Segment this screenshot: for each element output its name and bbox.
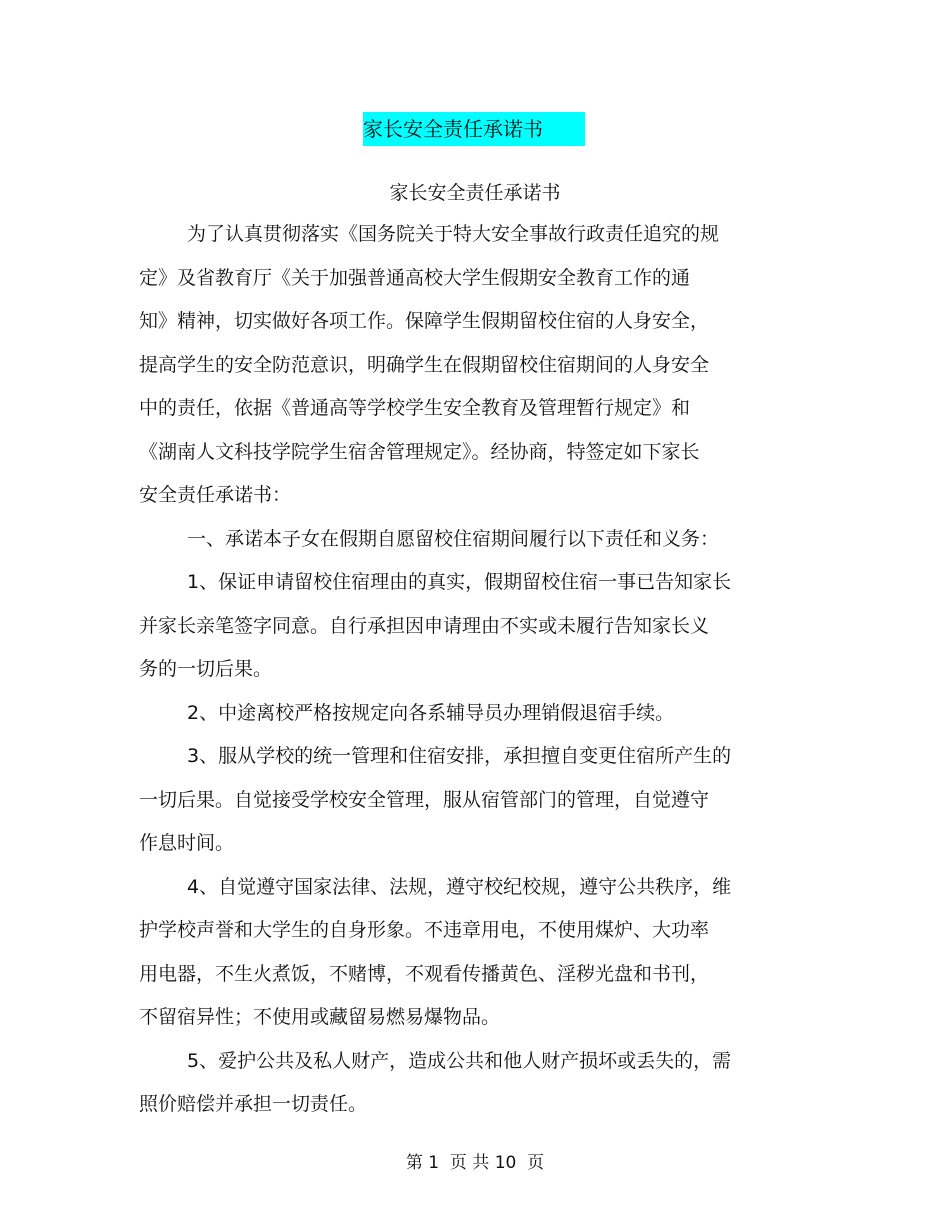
body-line: 一、承诺本子女在假期自愿留校住宿期间履行以下责任和义务： — [187, 527, 720, 550]
body-line: 提高学生的安全防范意识，明确学生在假期留校住宿期间的人身安全 — [139, 353, 710, 376]
body-line: 定》及省教育厅《关于加强普通高校大学生假期安全教育工作的通 — [139, 266, 691, 289]
body-line: 护学校声誉和大学生的自身形象。不违章用电，不使用煤炉、大功率 — [139, 919, 710, 941]
page-footer: 第 1 页 共 10 页 — [405, 1153, 545, 1173]
body-line: 5、爱护公共及私人财产，造成公共和他人财产损坏或丢失的，需 — [187, 1049, 732, 1072]
highlighted-header-title: 家长安全责任承诺书 — [363, 112, 585, 146]
body-line: 并家长亲笔签字同意。自行承担因申请理由不实或未履行告知家长义 — [139, 614, 710, 637]
document-body — [139, 213, 779, 1127]
body-line: 2、中途离校严格按规定向各系辅导员办理销假退宿手续。 — [187, 701, 675, 724]
body-line: 中的责任，依据《普通高等学校学生安全教育及管理暂行规定》和 — [139, 397, 691, 419]
body-line: 为了认真贯彻落实《国务院关于特大安全事故行政责任追究的规 — [187, 223, 720, 245]
body-line: 照价赔偿并承担一切责任。 — [139, 1093, 368, 1115]
body-line: 3、服从学校的统一管理和住宿安排，承担擅自变更住宿所产生的 — [187, 745, 732, 767]
body-line: 知》精神，切实做好各项工作。保障学生假期留校住宿的人身安全， — [139, 310, 710, 332]
body-line: 4、自觉遵守国家法律、法规，遵守校纪校规，遵守公共秩序，维 — [187, 875, 732, 898]
body-line: 一切后果。自觉接受学校安全管理，服从宿管部门的管理，自觉遵守 — [139, 788, 710, 811]
body-line: 不留宿异性；不使用或藏留易燃易爆物品。 — [139, 1006, 501, 1028]
body-line: 用电器，不生火煮饭，不赌博，不观看传播黄色、淫秽光盘和书刊， — [139, 962, 710, 985]
body-line: 作息时间。 — [139, 832, 235, 854]
body-line: 《湖南人文科技学院学生宿舍管理规定》。经协商，特签定如下家长 — [139, 440, 700, 463]
body-line: 1、保证申请留校住宿理由的真实，假期留校住宿一事已告知家长 — [187, 571, 732, 593]
body-line: 务的一切后果。 — [139, 658, 273, 680]
document-title: 家长安全责任承诺书 — [389, 182, 561, 204]
body-line: 安全责任承诺书： — [139, 484, 292, 506]
